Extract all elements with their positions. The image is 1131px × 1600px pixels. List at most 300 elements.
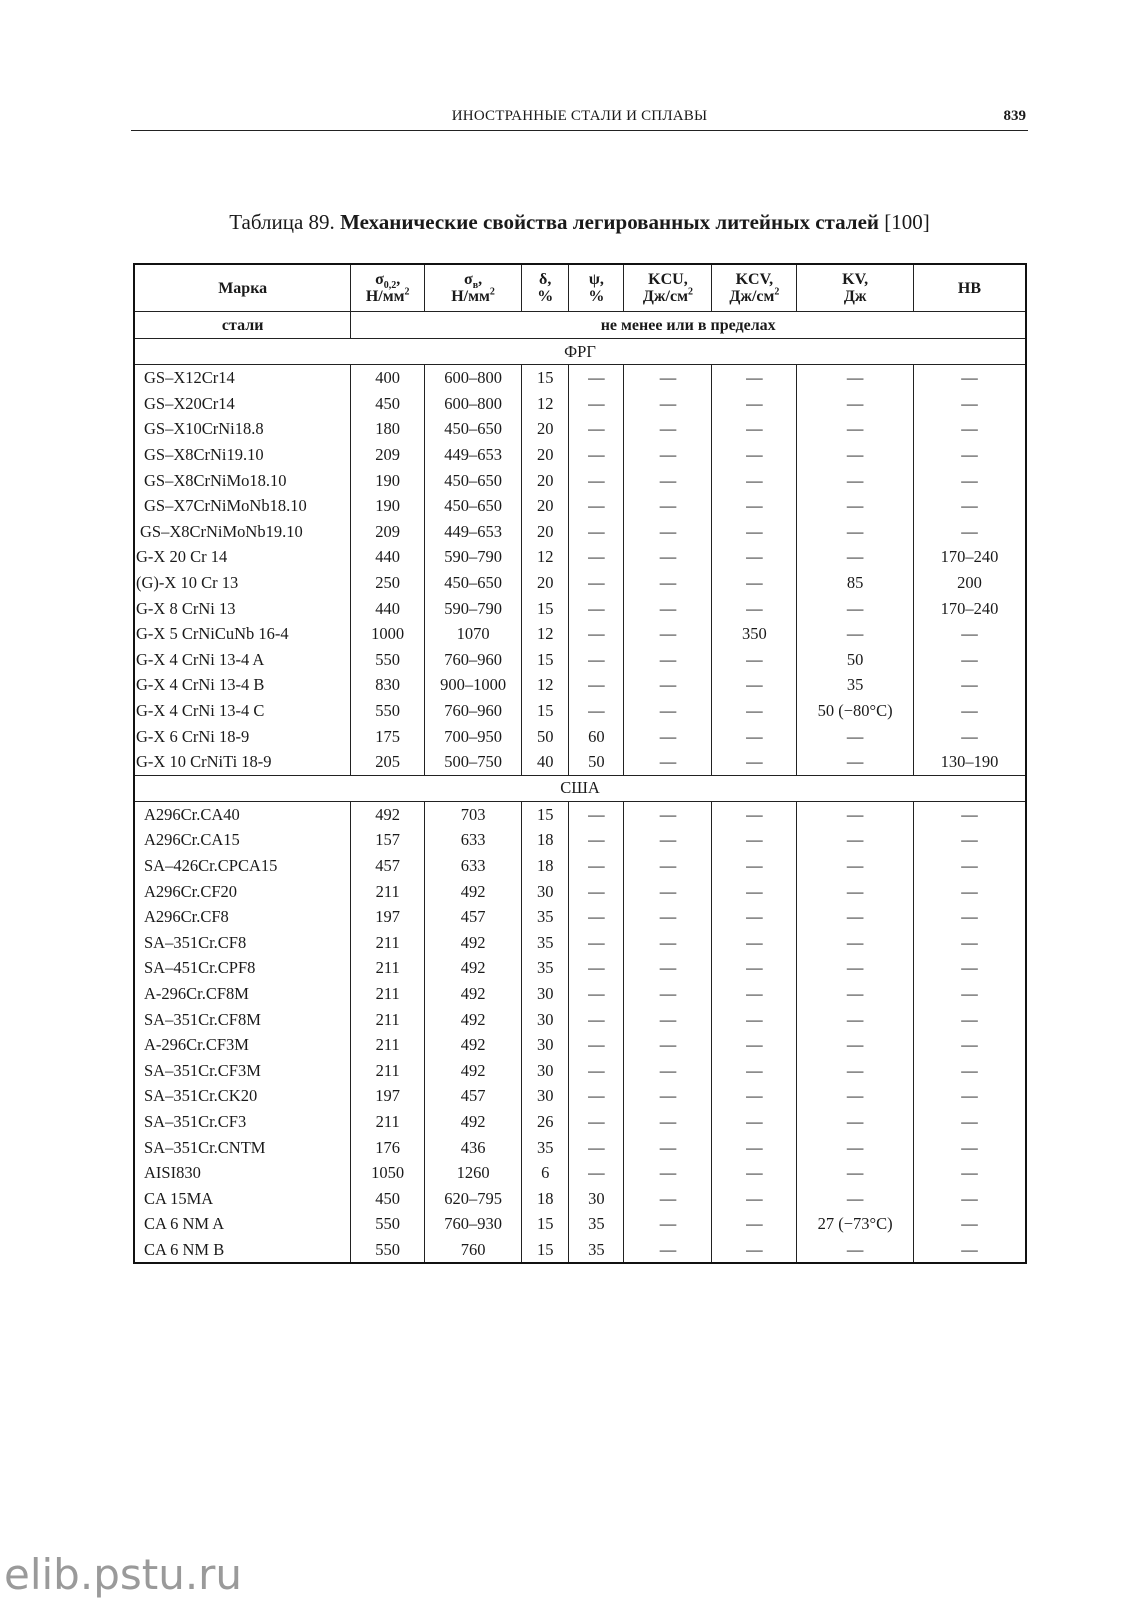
cell-delta: 15 <box>522 1237 569 1264</box>
cell-kcu: — <box>624 1032 712 1058</box>
caption-prefix: Таблица 89. <box>229 210 335 234</box>
cell-sigmab: 457 <box>425 1083 522 1109</box>
cell-kcu: — <box>624 878 712 904</box>
cell-kv: — <box>797 955 914 981</box>
caption-title: Механические свойства легированных литейных сталей <box>340 210 880 234</box>
cell-sigmab: 457 <box>425 904 522 930</box>
cell-sigmab: 900–1000 <box>425 672 522 698</box>
cell-kcv: — <box>712 416 797 442</box>
cell-kcv: — <box>712 1109 797 1135</box>
cell-hb: — <box>913 904 1026 930</box>
table-row <box>134 981 1026 1007</box>
cell-psi: — <box>569 1160 624 1186</box>
cell-kcv: — <box>712 1032 797 1058</box>
cell-sigmab: 450–650 <box>425 493 522 519</box>
cell-sigmab: 492 <box>425 929 522 955</box>
cell-sigmab: 500–750 <box>425 749 522 775</box>
cell-kv: — <box>797 519 914 545</box>
cell-kv: 27 (−73°С) <box>797 1211 914 1237</box>
table-row <box>134 955 1026 981</box>
cell-kcv: — <box>712 749 797 775</box>
cell-psi: — <box>569 801 624 827</box>
col-kcv-header: KCV, $Дж/см^2$ <box>712 264 797 312</box>
cell-kcu: — <box>624 929 712 955</box>
cell-grade: A296Cr.CA40 <box>134 801 351 827</box>
cell-kcv: — <box>712 595 797 621</box>
cell-grade: G-X 4 CrNi 13-4 C <box>134 698 351 724</box>
cell-kv: — <box>797 595 914 621</box>
cell-grade: A-296Cr.CF3M <box>134 1032 351 1058</box>
table-body <box>134 339 1026 1264</box>
cell-sigmab: 703 <box>425 801 522 827</box>
table-row <box>134 1006 1026 1032</box>
cell-grade: GS–X10CrNi18.8 <box>134 416 351 442</box>
cell-kv: — <box>797 365 914 391</box>
section-title: США <box>134 775 1026 801</box>
cell-kcv: — <box>712 827 797 853</box>
cell-sigma02: 197 <box>351 904 425 930</box>
cell-kcv: — <box>712 801 797 827</box>
table-row <box>134 621 1026 647</box>
cell-sigma02: 211 <box>351 1057 425 1083</box>
cell-psi: — <box>569 519 624 545</box>
cell-kv: — <box>797 723 914 749</box>
cell-sigma02: 400 <box>351 365 425 391</box>
cell-hb: — <box>913 1057 1026 1083</box>
cell-hb: — <box>913 723 1026 749</box>
section-header-row <box>134 775 1026 801</box>
cell-sigmab: 1070 <box>425 621 522 647</box>
cell-sigma02: 175 <box>351 723 425 749</box>
col-grade-subheader: стали <box>134 312 351 339</box>
cell-sigmab: 1260 <box>425 1160 522 1186</box>
cell-kcv: — <box>712 442 797 468</box>
cell-sigmab: 590–790 <box>425 595 522 621</box>
cell-delta: 12 <box>522 544 569 570</box>
cell-sigmab: 700–950 <box>425 723 522 749</box>
caption-reference: [100] <box>884 210 930 234</box>
cell-kcu: — <box>624 621 712 647</box>
cell-kcu: — <box>624 391 712 417</box>
cell-sigma02: 492 <box>351 801 425 827</box>
cell-kcv: — <box>712 391 797 417</box>
cell-delta: 35 <box>522 955 569 981</box>
cell-sigmab: 450–650 <box>425 467 522 493</box>
cell-kcu: — <box>624 1185 712 1211</box>
cell-sigma02: 190 <box>351 493 425 519</box>
table-row <box>134 1032 1026 1058</box>
cell-hb: 200 <box>913 570 1026 596</box>
cell-sigma02: 830 <box>351 672 425 698</box>
cell-grade: GS–X8CrNiMoNb19.10 <box>134 519 351 545</box>
cell-kv: — <box>797 1160 914 1186</box>
cell-hb: — <box>913 1083 1026 1109</box>
cell-kv: — <box>797 929 914 955</box>
cell-delta: 18 <box>522 853 569 879</box>
cell-kv: — <box>797 1109 914 1135</box>
cell-kcu: — <box>624 647 712 673</box>
table-row <box>134 827 1026 853</box>
col-kv-header: KV, Дж <box>797 264 914 312</box>
cell-kv: — <box>797 1134 914 1160</box>
cell-kcu: — <box>624 570 712 596</box>
cell-sigma02: 1050 <box>351 1160 425 1186</box>
cell-delta: 50 <box>522 723 569 749</box>
cell-kcv: — <box>712 1083 797 1109</box>
cell-kcv: — <box>712 1185 797 1211</box>
cell-sigma02: 211 <box>351 955 425 981</box>
cell-psi: — <box>569 1057 624 1083</box>
watermark: elib.pstu.ru <box>4 1550 243 1599</box>
cell-psi: — <box>569 853 624 879</box>
cell-delta: 20 <box>522 416 569 442</box>
cell-kcv: 350 <box>712 621 797 647</box>
cell-sigmab: 600–800 <box>425 365 522 391</box>
cell-sigmab: 450–650 <box>425 570 522 596</box>
table-row <box>134 698 1026 724</box>
cell-psi: 60 <box>569 723 624 749</box>
cell-kcu: — <box>624 416 712 442</box>
col-hb-header: HB <box>913 264 1026 312</box>
cell-hb: — <box>913 391 1026 417</box>
cell-kv: — <box>797 749 914 775</box>
cell-sigmab: 590–790 <box>425 544 522 570</box>
col-sigma02-header: $\sigma_{0,2}$, $Н/мм^2$ <box>351 264 425 312</box>
cell-kcv: — <box>712 493 797 519</box>
table-row <box>134 801 1026 827</box>
cell-kcu: — <box>624 749 712 775</box>
cell-delta: 30 <box>522 1083 569 1109</box>
cell-hb: — <box>913 1211 1026 1237</box>
cell-psi: — <box>569 442 624 468</box>
cell-kv: — <box>797 1237 914 1264</box>
cell-sigmab: 492 <box>425 1032 522 1058</box>
cell-kcu: — <box>624 1211 712 1237</box>
cell-sigma02: 1000 <box>351 621 425 647</box>
cell-delta: 30 <box>522 878 569 904</box>
cell-hb: — <box>913 416 1026 442</box>
cell-delta: 12 <box>522 672 569 698</box>
cell-delta: 30 <box>522 1057 569 1083</box>
cell-grade: SA–351Cr.CK20 <box>134 1083 351 1109</box>
cell-kv: 50 <box>797 647 914 673</box>
table-row <box>134 365 1026 391</box>
cell-psi: 35 <box>569 1211 624 1237</box>
cell-hb: — <box>913 493 1026 519</box>
cell-hb: — <box>913 1237 1026 1264</box>
cell-kcv: — <box>712 878 797 904</box>
cell-sigmab: 449–653 <box>425 519 522 545</box>
cell-kcu: — <box>624 1083 712 1109</box>
cell-kcu: — <box>624 827 712 853</box>
cell-grade: G-X 5 CrNiCuNb 16-4 <box>134 621 351 647</box>
table-row <box>134 1237 1026 1264</box>
cell-grade: (G)-X 10 Cr 13 <box>134 570 351 596</box>
cell-psi: — <box>569 1109 624 1135</box>
cell-kcu: — <box>624 955 712 981</box>
table-row <box>134 467 1026 493</box>
cell-sigmab: 436 <box>425 1134 522 1160</box>
table-row <box>134 1083 1026 1109</box>
cell-delta: 15 <box>522 647 569 673</box>
cell-psi: — <box>569 1134 624 1160</box>
cell-hb: 130–190 <box>913 749 1026 775</box>
cell-delta: 30 <box>522 1032 569 1058</box>
cell-hb: — <box>913 1160 1026 1186</box>
cell-sigmab: 633 <box>425 853 522 879</box>
cell-hb: — <box>913 647 1026 673</box>
cell-grade: G-X 6 CrNi 18-9 <box>134 723 351 749</box>
cell-sigmab: 760 <box>425 1237 522 1264</box>
cell-grade: G-X 4 CrNi 13-4 A <box>134 647 351 673</box>
cell-kv: — <box>797 904 914 930</box>
cell-psi: — <box>569 955 624 981</box>
cell-kv: 85 <box>797 570 914 596</box>
cell-kcu: — <box>624 1057 712 1083</box>
cell-kcu: — <box>624 544 712 570</box>
cell-kv: — <box>797 391 914 417</box>
cell-kv: — <box>797 442 914 468</box>
cell-sigmab: 492 <box>425 981 522 1007</box>
mechanical-properties-table <box>133 263 1027 1264</box>
cell-kv: 35 <box>797 672 914 698</box>
table-row <box>134 595 1026 621</box>
cell-hb: — <box>913 442 1026 468</box>
cell-psi: — <box>569 1032 624 1058</box>
cell-hb: — <box>913 1134 1026 1160</box>
cell-kcu: — <box>624 801 712 827</box>
cell-sigma02: 550 <box>351 1237 425 1264</box>
cell-hb: — <box>913 1185 1026 1211</box>
cell-sigma02: 211 <box>351 929 425 955</box>
cell-psi: — <box>569 647 624 673</box>
cell-grade: SA–426Cr.CPCA15 <box>134 853 351 879</box>
cell-psi: — <box>569 672 624 698</box>
cell-kv: — <box>797 544 914 570</box>
section-header-row <box>134 339 1026 365</box>
cell-kcu: — <box>624 595 712 621</box>
cell-sigma02: 209 <box>351 442 425 468</box>
cell-kv: — <box>797 1083 914 1109</box>
cell-delta: 20 <box>522 467 569 493</box>
cell-kcu: — <box>624 853 712 879</box>
cell-kcu: — <box>624 1006 712 1032</box>
cell-kcv: — <box>712 1237 797 1264</box>
cell-delta: 18 <box>522 1185 569 1211</box>
cell-sigma02: 211 <box>351 1006 425 1032</box>
cell-sigmab: 600–800 <box>425 391 522 417</box>
cell-sigmab: 450–650 <box>425 416 522 442</box>
cell-kcv: — <box>712 955 797 981</box>
cell-kv: 50 (−80°С) <box>797 698 914 724</box>
cell-kcv: — <box>712 1160 797 1186</box>
cell-sigma02: 211 <box>351 1032 425 1058</box>
cell-kcu: — <box>624 1160 712 1186</box>
cell-sigma02: 450 <box>351 1185 425 1211</box>
cell-kcv: — <box>712 981 797 1007</box>
table-row <box>134 853 1026 879</box>
cell-hb: — <box>913 519 1026 545</box>
cell-grade: GS–X7CrNiMoNb18.10 <box>134 493 351 519</box>
cell-kcu: — <box>624 698 712 724</box>
cell-kv: — <box>797 493 914 519</box>
cell-sigma02: 211 <box>351 981 425 1007</box>
table-row <box>134 544 1026 570</box>
cell-kv: — <box>797 981 914 1007</box>
cell-psi: — <box>569 981 624 1007</box>
cell-grade: SA–351Cr.CF3M <box>134 1057 351 1083</box>
cell-delta: 15 <box>522 1211 569 1237</box>
cell-kcv: — <box>712 1134 797 1160</box>
cell-sigma02: 440 <box>351 544 425 570</box>
cell-grade: GS–X20Cr14 <box>134 391 351 417</box>
cell-psi: — <box>569 1083 624 1109</box>
cell-kcv: — <box>712 1211 797 1237</box>
cell-grade: A296Cr.CF20 <box>134 878 351 904</box>
cell-sigmab: 492 <box>425 1057 522 1083</box>
table-row <box>134 442 1026 468</box>
page-number: 839 <box>1003 108 1026 124</box>
cell-kcv: — <box>712 723 797 749</box>
cell-kcv: — <box>712 365 797 391</box>
cell-kcv: — <box>712 853 797 879</box>
table-row <box>134 878 1026 904</box>
table-row <box>134 1160 1026 1186</box>
cell-grade: SA–351Cr.CF8 <box>134 929 351 955</box>
table-row <box>134 749 1026 775</box>
cell-sigma02: 190 <box>351 467 425 493</box>
cell-sigmab: 449–653 <box>425 442 522 468</box>
cell-delta: 15 <box>522 801 569 827</box>
cell-hb: — <box>913 365 1026 391</box>
cell-kcu: — <box>624 904 712 930</box>
cell-hb: — <box>913 981 1026 1007</box>
cell-grade: G-X 20 Cr 14 <box>134 544 351 570</box>
cell-kcv: — <box>712 467 797 493</box>
cell-delta: 15 <box>522 698 569 724</box>
cell-kcu: — <box>624 1237 712 1264</box>
cell-kcu: — <box>624 1134 712 1160</box>
cell-sigmab: 760–960 <box>425 698 522 724</box>
cell-hb: — <box>913 467 1026 493</box>
cell-grade: G-X 8 CrNi 13 <box>134 595 351 621</box>
table-row <box>134 1211 1026 1237</box>
cell-sigma02: 550 <box>351 647 425 673</box>
cell-delta: 12 <box>522 621 569 647</box>
cell-sigmab: 760–930 <box>425 1211 522 1237</box>
table-row <box>134 1057 1026 1083</box>
cell-delta: 20 <box>522 493 569 519</box>
cell-kcv: — <box>712 1057 797 1083</box>
cell-kcv: — <box>712 1006 797 1032</box>
cell-sigmab: 492 <box>425 1006 522 1032</box>
cell-psi: — <box>569 595 624 621</box>
cell-psi: — <box>569 391 624 417</box>
cell-hb: — <box>913 853 1026 879</box>
cell-sigmab: 633 <box>425 827 522 853</box>
table-row <box>134 723 1026 749</box>
cell-hb: — <box>913 929 1026 955</box>
cell-hb: 170–240 <box>913 544 1026 570</box>
cell-psi: 35 <box>569 1237 624 1264</box>
cell-kcv: — <box>712 672 797 698</box>
col-grade-header: Марка <box>134 264 351 312</box>
cell-grade: GS–X8CrNi19.10 <box>134 442 351 468</box>
cell-delta: 26 <box>522 1109 569 1135</box>
table-row <box>134 1109 1026 1135</box>
cell-kcv: — <box>712 544 797 570</box>
cell-hb: — <box>913 801 1026 827</box>
cell-psi: — <box>569 1006 624 1032</box>
cell-kv: — <box>797 1185 914 1211</box>
cell-sigmab: 620–795 <box>425 1185 522 1211</box>
table-row <box>134 391 1026 417</box>
table-row <box>134 1185 1026 1211</box>
cell-sigmab: 492 <box>425 878 522 904</box>
cell-grade: SA–351Cr.CF3 <box>134 1109 351 1135</box>
cell-sigmab: 760–960 <box>425 647 522 673</box>
cell-kcu: — <box>624 467 712 493</box>
cell-kcu: — <box>624 365 712 391</box>
cell-kcv: — <box>712 698 797 724</box>
cell-kv: — <box>797 467 914 493</box>
cell-kv: — <box>797 621 914 647</box>
section-title: ФРГ <box>134 339 1026 365</box>
cell-hb: — <box>913 672 1026 698</box>
cell-kcv: — <box>712 929 797 955</box>
running-header <box>131 104 1028 131</box>
cell-sigma02: 250 <box>351 570 425 596</box>
cell-delta: 12 <box>522 391 569 417</box>
cell-grade: CA 6 NM A <box>134 1211 351 1237</box>
table-row <box>134 416 1026 442</box>
cell-psi: — <box>569 904 624 930</box>
cell-sigmab: 492 <box>425 1109 522 1135</box>
running-title: ИНОСТРАННЫЕ СТАЛИ И СПЛАВЫ <box>451 108 708 124</box>
col-kcu-header: KCU, $Дж/см^2$ <box>624 264 712 312</box>
table-row <box>134 1134 1026 1160</box>
cell-hb: — <box>913 955 1026 981</box>
cell-grade: SA–351Cr.CNTM <box>134 1134 351 1160</box>
table-row <box>134 519 1026 545</box>
cell-delta: 30 <box>522 981 569 1007</box>
cell-kv: — <box>797 878 914 904</box>
cell-kcu: — <box>624 981 712 1007</box>
cell-psi: — <box>569 698 624 724</box>
cell-sigma02: 180 <box>351 416 425 442</box>
cell-psi: 50 <box>569 749 624 775</box>
cell-hb: — <box>913 1109 1026 1135</box>
cell-grade: G-X 4 CrNi 13-4 B <box>134 672 351 698</box>
cell-kcv: — <box>712 519 797 545</box>
cell-delta: 35 <box>522 1134 569 1160</box>
cell-kv: — <box>797 1057 914 1083</box>
table-row <box>134 493 1026 519</box>
cell-sigma02: 209 <box>351 519 425 545</box>
cell-delta: 30 <box>522 1006 569 1032</box>
cell-grade: SA–351Cr.CF8M <box>134 1006 351 1032</box>
cell-psi: — <box>569 621 624 647</box>
cell-psi: — <box>569 493 624 519</box>
cell-delta: 35 <box>522 929 569 955</box>
cell-grade: A-296Cr.CF8M <box>134 981 351 1007</box>
cell-hb: — <box>913 827 1026 853</box>
cell-kcv: — <box>712 904 797 930</box>
table-row <box>134 570 1026 596</box>
cell-grade: GS–X12Cr14 <box>134 365 351 391</box>
cell-psi: — <box>569 365 624 391</box>
cell-kv: — <box>797 853 914 879</box>
